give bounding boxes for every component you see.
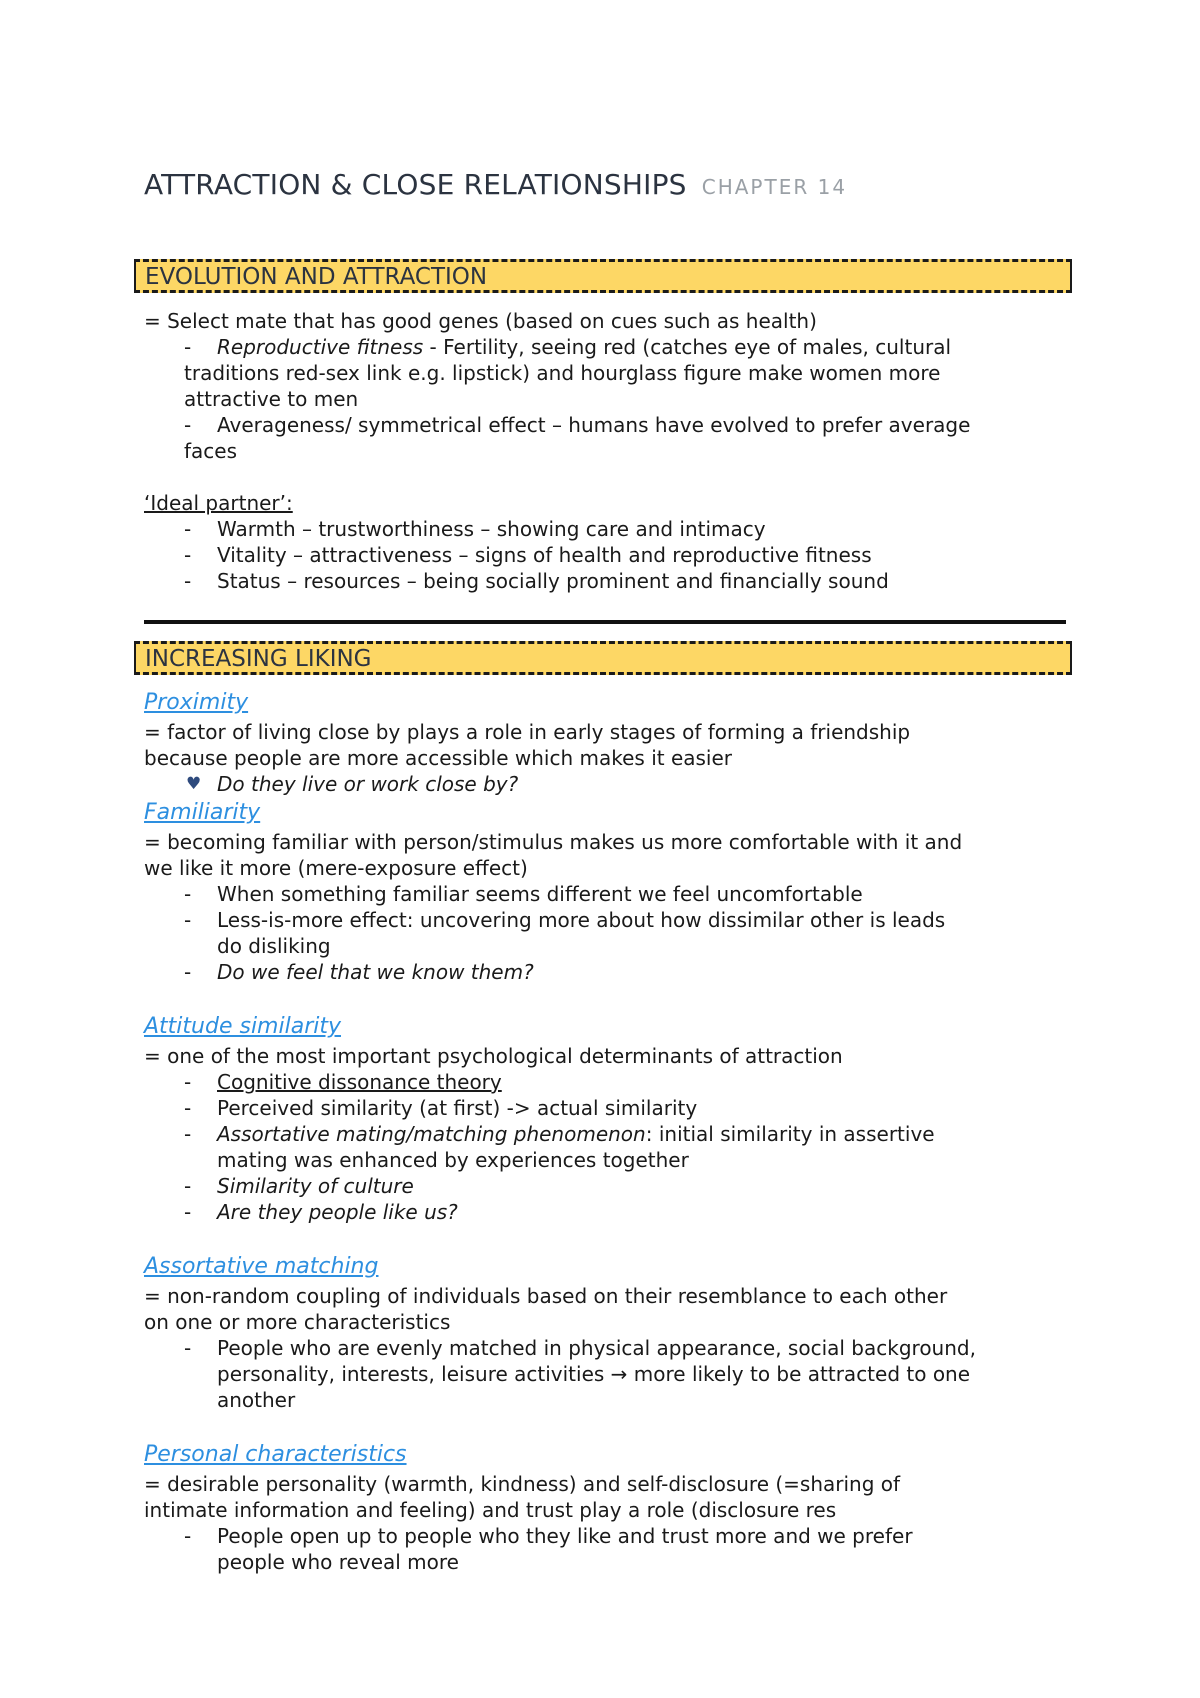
assortative-bullet: People who are evenly matched in physical appearance, social background, bbox=[217, 1336, 976, 1360]
familiarity-bullet: When something familiar seems different we feel uncomfortable bbox=[217, 882, 863, 906]
bullet-dash: - bbox=[184, 517, 192, 541]
bullet-dash: - bbox=[184, 882, 192, 906]
familiarity-bullet: Less-is-more effect: uncovering more about how dissimilar other is leads bbox=[217, 908, 946, 932]
bullet-dash: - bbox=[184, 908, 192, 932]
ideal-item-warmth: Warmth – trustworthiness – showing care and intimacy bbox=[217, 517, 766, 541]
attitude-question: Are they people like us? bbox=[217, 1200, 458, 1224]
bullet-line: attractive to men bbox=[184, 387, 359, 411]
personal-text: = desirable personality (warmth, kindness) and self-disclosure (=sharing of bbox=[144, 1472, 901, 1496]
section-header-evolution bbox=[134, 259, 1072, 293]
section-header-liking bbox=[134, 641, 1072, 675]
personal-bullet: people who reveal more bbox=[217, 1550, 459, 1574]
proximity-text: because people are more accessible which makes it easier bbox=[144, 746, 733, 770]
ideal-item-status: Status – resources – being socially prominent and financially sound bbox=[217, 569, 889, 593]
attitude-bullet: Assortative mating/matching phenomenon: initial similarity in assertive bbox=[217, 1122, 935, 1146]
familiarity-question: Do we feel that we know them? bbox=[217, 960, 534, 984]
personal-bullet: People open up to people who they like and trust more and we prefer bbox=[217, 1524, 913, 1548]
assortative-bullet: personality, interests, leisure activities → more likely to be attracted to one bbox=[217, 1362, 971, 1386]
bullet-line: traditions red-sex link e.g. lipstick) and hourglass figure make women more bbox=[184, 361, 941, 385]
attitude-bullet: mating was enhanced by experiences together bbox=[217, 1148, 689, 1172]
chapter-label: CHAPTER 14 bbox=[701, 175, 848, 199]
bullet-dash: - bbox=[184, 1174, 192, 1198]
section-heading: EVOLUTION AND ATTRACTION bbox=[145, 264, 488, 290]
attitude-bullet: Cognitive dissonance theory bbox=[217, 1070, 502, 1094]
assortative-bullet: another bbox=[217, 1388, 296, 1412]
bullet-dash: - bbox=[184, 543, 192, 567]
heart-bullet-icon: ♥ bbox=[186, 774, 202, 794]
subheading-personal-characteristics: Personal characteristics bbox=[144, 1442, 407, 1467]
familiarity-text: = becoming familiar with person/stimulus makes us more comfortable with it and bbox=[144, 830, 963, 854]
subheading-proximity: Proximity bbox=[144, 690, 249, 715]
bullet-dash: - bbox=[184, 569, 192, 593]
section-heading: INCREASING LIKING bbox=[145, 646, 372, 672]
personal-text: intimate information and feeling) and trust play a role (disclosure res bbox=[144, 1498, 837, 1522]
familiarity-bullet: do disliking bbox=[217, 934, 331, 958]
subheading-assortative-matching: Assortative matching bbox=[144, 1254, 379, 1279]
proximity-text: = factor of living close by plays a role in early stages of forming a friendship bbox=[144, 720, 911, 744]
evolution-intro: = Select mate that has good genes (based on cues such as health) bbox=[144, 309, 817, 333]
assortative-text: on one or more characteristics bbox=[144, 1310, 451, 1334]
bullet-dash: - bbox=[184, 1096, 192, 1120]
bullet-dash: - bbox=[184, 413, 192, 437]
attitude-text: = one of the most important psychological determinants of attraction bbox=[144, 1044, 843, 1068]
bullet-dash: - bbox=[184, 1070, 192, 1094]
bullet-reproductive-fitness: Reproductive fitness - Fertility, seeing red (catches eye of males, cultural bbox=[217, 335, 952, 359]
attitude-bullet: Perceived similarity (at first) -> actual similarity bbox=[217, 1096, 698, 1120]
bullet-dash: - bbox=[184, 335, 192, 359]
bullet-dash: - bbox=[184, 1336, 192, 1360]
bullet-dash: - bbox=[184, 1524, 192, 1548]
horizontal-divider bbox=[144, 620, 1066, 624]
ideal-partner-label: ‘Ideal partner’: bbox=[144, 491, 293, 515]
bullet-line: faces bbox=[184, 439, 238, 463]
bullet-dash: - bbox=[184, 1200, 192, 1224]
bullet-dash: - bbox=[184, 960, 192, 984]
ideal-item-vitality: Vitality – attractiveness – signs of health and reproductive fitness bbox=[217, 543, 872, 567]
title-main: ATTRACTION & CLOSE RELATIONSHIPS bbox=[144, 168, 687, 201]
bullet-dash: - bbox=[184, 1122, 192, 1146]
subheading-familiarity: Familiarity bbox=[144, 800, 261, 825]
assortative-text: = non-random coupling of individuals based on their resemblance to each other bbox=[144, 1284, 948, 1308]
subheading-attitude-similarity: Attitude similarity bbox=[144, 1014, 341, 1039]
proximity-question: Do they live or work close by? bbox=[217, 772, 519, 796]
document-title bbox=[144, 168, 847, 201]
attitude-bullet: Similarity of culture bbox=[217, 1174, 414, 1198]
familiarity-text: we like it more (mere-exposure effect) bbox=[144, 856, 528, 880]
bullet-averageness: Averageness/ symmetrical effect – humans have evolved to prefer average bbox=[217, 413, 971, 437]
